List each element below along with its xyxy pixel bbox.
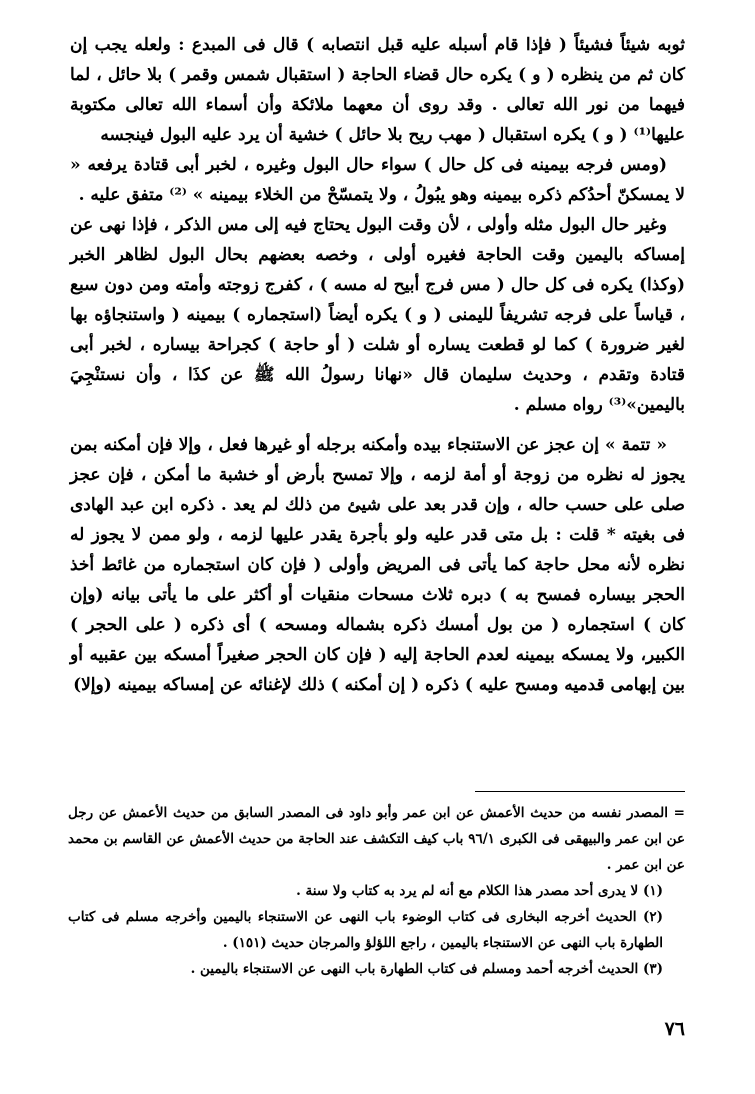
footnote-1: (١) لا يدرى أحد مصدر هذا الكلام مع أنه لم يرد به كتاب ولا سنة . (296, 883, 663, 899)
page-number: ٧٦ (664, 1018, 685, 1040)
footnotes (68, 800, 685, 982)
paragraph-1: ثوبه شيئاً فشيئاً ( فإذا قام أسبله عليه قبل انتصابه ) قال فى المبدع : ولعله يجب إن كان ثم من ينظره ( و ) يكره حال قضاء الحاجة ( استقبال شمس وقمر ) بلا حائل ، لما فيهما من نور الله تعالى . وقد روى أن معهما ملائكة وأن أسماء الله تعالى مكتوبة عليها⁽¹⁾ ( و ) يكره استقبال ( مهب ريح بلا حائل ) خشية أن يرد عليه البول فينجسه (70, 35, 685, 145)
paragraph-tatimma: « تتمة » إن عجز عن الاستنجاء بيده وأمكنه برجله أو غيرها فعل ، وإلا فإن أمكنه بمن يجوز له نظره من زوجة أو أمة لزمه ، وإلا تمسح بأرض أو خشبة ما أمكن ، فإن عجز صلى على حسب حاله ، وإن قدر بعد على شيئ من ذلك لم يعد . ذكره ابن عبد الهادى فى بغيته * قلت : بل متى قدر عليه ولو بأجرة يقدر عليها لزمه ، ولو ممن لا يجوز له نظره لأنه محل حاجة كما يأتى فى المريض وأولى ( فإن كان استجماره من غائط أخذ الحجر بيساره فمسح به ) دبره ثلاث مسحات منقيات أو أكثر على ما يأتى بيانه (وإن كان ) استجماره ( من بول أمسك ذكره بشماله ومسحه ) أى ذكره ( على الحجر ) الكبير، ولا يمسكه بيمينه لعدم الحاجة إليه ( فإن كان الحجر صغيراً أمسكه بين عقبيه أو بين إبهامى قدميه ومسح عليه ) ذكره ( إن أمكنه ) ذلك لإغنائه عن إمساكه بيمينه (وإلا) (70, 435, 685, 695)
paragraph-3: وغير حال البول مثله وأولى ، لأن وقت البول يحتاج فيه إلى مس الذكر ، فإذا نهى عن إمساكه باليمين وقت الحاجة فغيره أولى ، وخصه بعضهم بحال البول لظاهر الخبر (وكذا) يكره فى كل حال ( مس فرج أبيح له مسه ) ، كفرج زوجته وأمته ومن دون سبع ، قياساً على فرجه تشريفاً لليمنى ( و ) يكره أيضاً (استجماره ) بيمينه ( واستنجاؤه بها لغير ضرورة ) كما لو قطعت يساره أو شلت ( أو حاجة ) كجراحة بيساره ، لخبر أبى قتادة وتقدم ، وحديث سليمان قال «نهانا رسولُ الله ﷺ عن كذَا ، وأن نستنْجِيَ باليمين»⁽³⁾ رواه مسلم . (70, 215, 685, 415)
footnote-2: (٢) الحديث أخرجه البخارى فى كتاب الوضوء باب النهى عن الاستنجاء باليمين وأخرجه مسلم فى كتاب الطهارة باب النهى عن الاستنجاء باليمين ، راجع اللؤلؤ والمرجان حديث (١٥١) . (68, 909, 663, 951)
main-text (70, 30, 685, 700)
footnote-3: (٣) الحديث أخرجه أحمد ومسلم فى كتاب الطهارة باب النهى عن الاستنجاء باليمين . (190, 961, 663, 977)
footnote-divider (475, 791, 685, 792)
paragraph-2: (ومس فرجه بيمينه فى كل حال ) سواء حال البول وغيره ، لخبر أبى قتادة يرفعه « لا يمسكنّ أحدُكم ذكره بيمينه وهو يبُولُ ، ولا يتمسّحْ من الخلاء بيمينه » ⁽²⁾ متفق عليه . (70, 155, 685, 205)
footnote-continuation: = المصدر نفسه من حديث الأعمش عن ابن عمر وأبو داود فى المصدر السابق من حديث الأعمش عن رجل عن ابن عمر والبيهقى فى الكبرى ٩٦/١ باب كيف التكشف عند الحاجة من حديث الأعمش عن القاسم بن محمد عن ابن عمر . (68, 805, 685, 873)
